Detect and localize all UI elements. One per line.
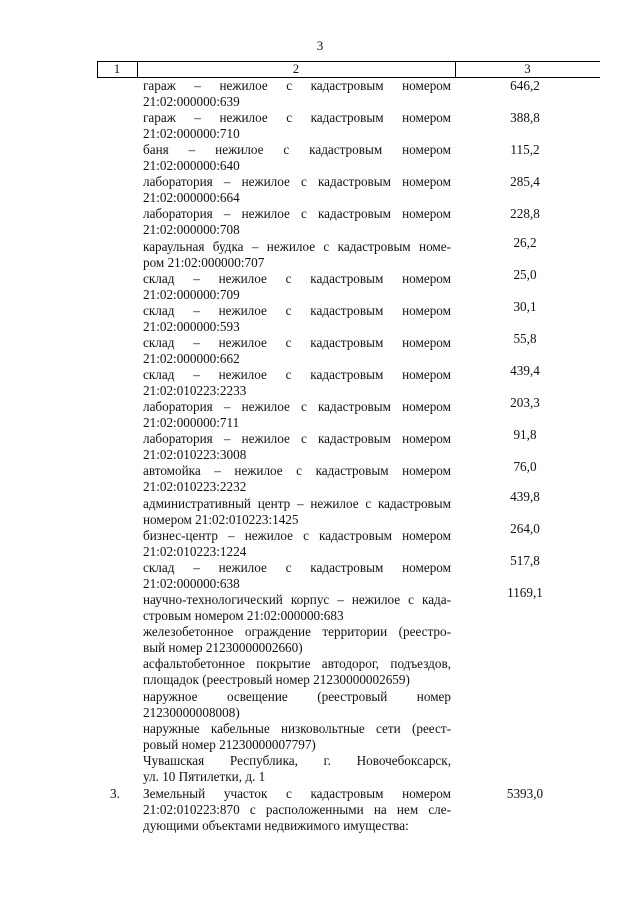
entry-area-value: 76,0 [513, 459, 537, 474]
description-line: 21:02:010223:3008 [143, 447, 247, 462]
description-line: лаборатория – нежилое с кадастровым номером [143, 399, 451, 414]
entry-description [143, 624, 451, 656]
description-line: баня – нежилое с кадастровым номером [143, 142, 451, 157]
description-line: стровым номером 21:02:000000:683 [143, 608, 344, 623]
entry-area-value: 30,1 [513, 299, 537, 314]
entry-area-value: 388,8 [510, 110, 540, 125]
entry-description [143, 78, 451, 110]
entry-description [143, 496, 451, 528]
description-line: 21:02:000000:664 [143, 190, 240, 205]
entry-description [143, 239, 451, 271]
description-line: железобетонное ограждение территории (реестро- [143, 624, 451, 639]
table-header [97, 61, 600, 78]
header-col-2: 2 [292, 62, 300, 76]
entry-description [143, 560, 451, 592]
entry-description [143, 463, 451, 495]
entry-description [143, 110, 451, 142]
description-line: 21:02:010223:2232 [143, 479, 247, 494]
description-line: 21:02:010223:2233 [143, 383, 247, 398]
description-line: вый номер 21230000002660) [143, 640, 303, 655]
entry-area-value: 26,2 [513, 235, 537, 250]
entry-area-value: 115,2 [510, 142, 540, 157]
entry-description [143, 142, 451, 174]
entry-description [143, 303, 451, 335]
description-line: склад – нежилое с кадастровым номером [143, 367, 451, 382]
entry-description [143, 206, 451, 238]
description-line: 21:02:000000:662 [143, 351, 240, 366]
entry-area-value: 439,4 [510, 363, 540, 378]
description-line: склад – нежилое с кадастровым номером [143, 271, 451, 286]
entry-area-value: 646,2 [510, 78, 540, 93]
description-line: площадок (реестровый номер 21230000002659) [143, 672, 410, 687]
description-line: гараж – нежилое с кадастровым номером [143, 110, 451, 125]
description-line: бизнес-центр – нежилое с кадастровым номером [143, 528, 451, 543]
description-line: административный центр – нежилое с кадастровым [143, 496, 451, 511]
description-line: автомойка – нежилое с кадастровым номером [143, 463, 451, 478]
description-line: научно-технологический корпус – нежилое с када- [143, 592, 451, 607]
entry-area-value: 25,0 [513, 267, 537, 282]
description-line: лаборатория – нежилое с кадастровым номером [143, 174, 451, 189]
description-line: наружное освещение (реестровый номер [143, 689, 451, 704]
description-line: асфальтобетонное покрытие автодорог, подъездов, [143, 656, 451, 671]
entry-area-value: 264,0 [510, 521, 540, 536]
entry-description [143, 592, 451, 624]
description-line: 21230000008008) [143, 705, 240, 720]
entry-description [143, 656, 451, 688]
description-line: 21:02:000000:638 [143, 576, 240, 591]
description-line: 21:02:010223:870 с расположенными на нем сле- [143, 802, 451, 817]
entry-description [143, 528, 451, 560]
entry-area-value: 203,3 [510, 395, 540, 410]
description-line: ром 21:02:000000:707 [143, 255, 265, 270]
description-line: дующими объектами недвижимого имущества: [143, 818, 409, 833]
item-area-value: 5393,0 [506, 786, 544, 801]
description-line: Чувашская Республика, г. Новочебоксарск, [143, 753, 451, 768]
description-line: 21:02:000000:640 [143, 158, 240, 173]
description-line: лаборатория – нежилое с кадастровым номером [143, 431, 451, 446]
entry-area-value: 517,8 [510, 553, 540, 568]
item-number: 3. [110, 786, 120, 801]
header-col-3: 3 [524, 62, 531, 76]
entry-area-value: 91,8 [513, 427, 537, 442]
entry-area-value: 285,4 [510, 174, 540, 189]
entry-description [143, 367, 451, 399]
entry-area-value: 55,8 [513, 331, 537, 346]
page-number: 3 [316, 38, 324, 53]
entry-description [143, 721, 451, 753]
entry-description [143, 753, 451, 785]
description-line: 21:02:000000:711 [143, 415, 240, 430]
entry-description [143, 431, 451, 463]
description-line: 21:02:000000:710 [143, 126, 240, 141]
description-line: 21:02:000000:593 [143, 319, 240, 334]
description-line: наружные кабельные низковольтные сети (реест- [143, 721, 451, 736]
description-line: 21:02:000000:708 [143, 222, 240, 237]
entry-area-value: 439,8 [510, 489, 540, 504]
entry-area-value: 1169,1 [507, 585, 543, 600]
description-line: лаборатория – нежилое с кадастровым номером [143, 206, 451, 221]
description-line: номером 21:02:010223:1425 [143, 512, 299, 527]
entry-description [143, 399, 451, 431]
description-line: ул. 10 Пятилетки, д. 1 [143, 769, 266, 784]
description-line: 21:02:010223:1224 [143, 544, 247, 559]
entry-area-value: 228,8 [510, 206, 540, 221]
description-line: караульная будка – нежилое с кадастровым номе- [143, 239, 451, 254]
item-description [143, 786, 451, 834]
entry-description [143, 335, 451, 367]
description-line: ровый номер 21230000007797) [143, 737, 316, 752]
header-col-1: 1 [113, 62, 121, 76]
entry-description [143, 271, 451, 303]
description-line: гараж – нежилое с кадастровым номером [143, 78, 451, 93]
description-line: склад – нежилое с кадастровым номером [143, 560, 451, 575]
entry-description [143, 174, 451, 206]
description-line: склад – нежилое с кадастровым номером [143, 335, 451, 350]
description-line: 21:02:000000:639 [143, 94, 240, 109]
entry-description [143, 689, 451, 721]
description-line: 21:02:000000:709 [143, 287, 240, 302]
description-line: Земельный участок с кадастровым номером [143, 786, 451, 801]
description-line: склад – нежилое с кадастровым номером [143, 303, 451, 318]
